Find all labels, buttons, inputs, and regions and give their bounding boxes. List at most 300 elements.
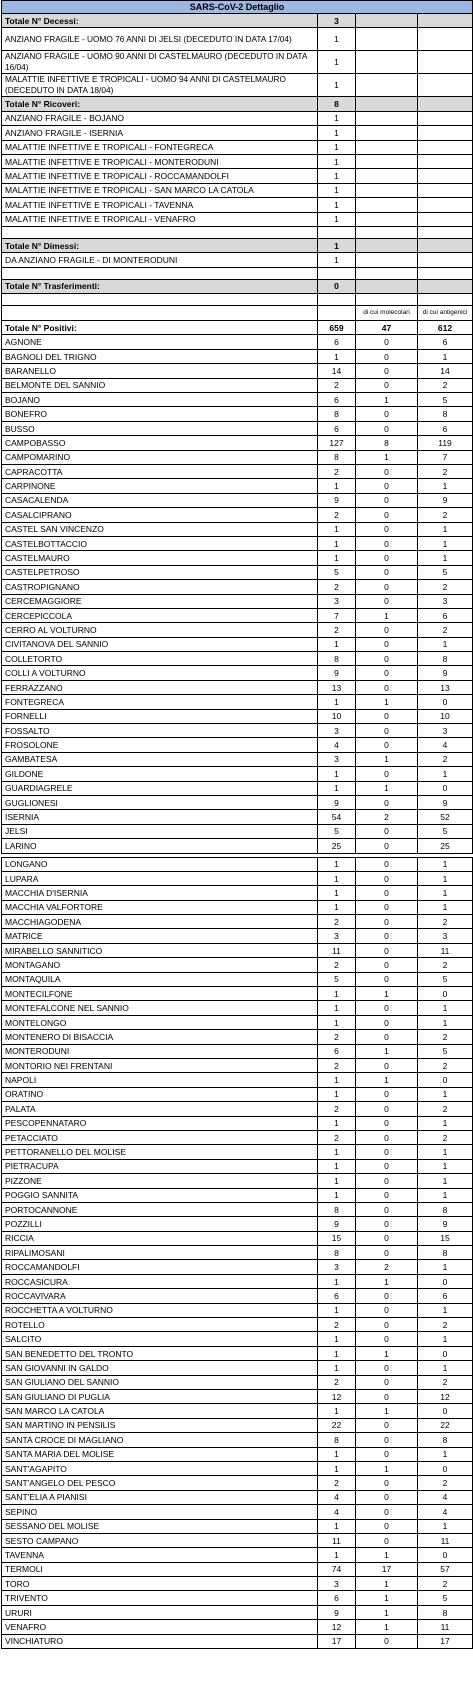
empty-cell [418, 28, 473, 51]
admission-row [2, 154, 473, 168]
positive-molecular: 0 [356, 464, 418, 478]
positive-antigen: 2 [418, 1102, 473, 1116]
positive-total: 1 [318, 1548, 356, 1562]
empty-cell [356, 14, 418, 28]
empty-cell [318, 294, 356, 306]
positive-total: 1 [318, 1087, 356, 1101]
positive-molecular: 0 [356, 479, 418, 493]
empty-cell [2, 226, 318, 238]
municipality-name: GAMBATESA [2, 752, 318, 766]
municipality-name: FORNELLI [2, 709, 318, 723]
positive-molecular: 8 [356, 436, 418, 450]
municipality-row [2, 781, 473, 795]
municipality-name: CASTROPIGNANO [2, 580, 318, 594]
empty-cell [418, 97, 473, 111]
positive-antigen: 1 [418, 1001, 473, 1015]
municipality-row [2, 508, 473, 522]
positive-antigen: 2 [418, 508, 473, 522]
municipality-name: FERRAZZANO [2, 680, 318, 694]
municipality-name: FOSSALTO [2, 724, 318, 738]
municipality-name: COLLETORTO [2, 652, 318, 666]
positive-antigen: 0 [418, 695, 473, 709]
admission-name: MALATTIE INFETTIVE E TROPICALI - VENAFRO [2, 212, 318, 226]
admission-name: MALATTIE INFETTIVE E TROPICALI - TAVENNA [2, 198, 318, 212]
positive-total: 4 [318, 1505, 356, 1519]
municipality-name: CASTELMAURO [2, 551, 318, 565]
empty-cell [418, 140, 473, 154]
death-count: 1 [318, 28, 356, 51]
positive-total: 1 [318, 551, 356, 565]
positive-molecular: 0 [356, 652, 418, 666]
municipality-name: CASALCIPRANO [2, 508, 318, 522]
positive-antigen: 1 [418, 1332, 473, 1346]
empty-cell [356, 212, 418, 226]
positive-antigen: 5 [418, 565, 473, 579]
municipality-row [2, 1461, 473, 1475]
municipality-name: MONTAQUILA [2, 972, 318, 986]
positive-total: 3 [318, 724, 356, 738]
municipality-name: SANT'AGAPITO [2, 1461, 318, 1475]
municipality-name: SALCITO [2, 1332, 318, 1346]
positive-total: 1 [318, 1188, 356, 1202]
empty-cell [418, 267, 473, 279]
positive-total: 4 [318, 738, 356, 752]
municipality-row [2, 378, 473, 392]
admission-row [2, 140, 473, 154]
positive-total: 54 [318, 810, 356, 824]
municipality-row [2, 479, 473, 493]
positive-total: 1 [318, 1001, 356, 1015]
positive-antigen: 2 [418, 1030, 473, 1044]
municipality-name: CARPINONE [2, 479, 318, 493]
positive-total: 3 [318, 1577, 356, 1591]
positive-total: 9 [318, 666, 356, 680]
positive-total: 10 [318, 709, 356, 723]
positive-molecular: 0 [356, 522, 418, 536]
positive-total: 5 [318, 565, 356, 579]
municipality-row [2, 1404, 473, 1418]
positive-antigen: 0 [418, 1274, 473, 1288]
positive-antigen: 2 [418, 958, 473, 972]
admission-row [2, 169, 473, 183]
admission-count: 1 [318, 111, 356, 125]
municipality-name: MACCHIA D'ISERNIA [2, 886, 318, 900]
positive-molecular: 1 [356, 1346, 418, 1360]
positive-molecular: 0 [356, 407, 418, 421]
death-name: MALATTIE INFETTIVE E TROPICALI - UOMO 94 ANNI DI CASTELMAURO (DECEDUTO IN DATA 18/04) [2, 74, 318, 97]
transfers-header-row [2, 279, 473, 293]
discharge-row [2, 253, 473, 267]
positive-total: 3 [318, 1260, 356, 1274]
positive-molecular: 0 [356, 565, 418, 579]
empty-cell [2, 306, 318, 321]
positive-molecular: 1 [356, 1044, 418, 1058]
municipality-row [2, 1375, 473, 1389]
municipality-row [2, 1318, 473, 1332]
empty-cell [418, 183, 473, 197]
positive-molecular: 0 [356, 1246, 418, 1260]
positive-antigen: 1 [418, 522, 473, 536]
positive-total: 127 [318, 436, 356, 450]
positive-molecular: 0 [356, 1030, 418, 1044]
municipality-row [2, 1389, 473, 1403]
positive-antigen: 1 [418, 479, 473, 493]
positive-total: 2 [318, 580, 356, 594]
municipality-row [2, 987, 473, 1001]
municipality-row [2, 1303, 473, 1317]
positive-molecular: 0 [356, 1116, 418, 1130]
municipality-row [2, 871, 473, 885]
municipality-name: SAN BENEDETTO DEL TRONTO [2, 1346, 318, 1360]
positive-total: 2 [318, 623, 356, 637]
municipality-name: SANTA CROCE DI MAGLIANO [2, 1433, 318, 1447]
positive-antigen: 2 [418, 915, 473, 929]
positive-antigen: 14 [418, 364, 473, 378]
municipality-name: PORTOCANNONE [2, 1202, 318, 1216]
positive-total: 11 [318, 1533, 356, 1547]
empty-cell [356, 28, 418, 51]
positive-antigen: 0 [418, 1073, 473, 1087]
positive-molecular: 0 [356, 364, 418, 378]
admissions-label: Totale N° Ricoveri: [2, 97, 318, 111]
positive-molecular: 0 [356, 1418, 418, 1432]
positive-total: 2 [318, 1130, 356, 1144]
positive-total: 6 [318, 393, 356, 407]
positive-molecular: 0 [356, 1332, 418, 1346]
positive-antigen: 2 [418, 1059, 473, 1073]
deaths-header-row [2, 14, 473, 28]
municipality-name: MONTORIO NEI FRENTANI [2, 1059, 318, 1073]
municipality-row [2, 1231, 473, 1245]
positive-antigen: 6 [418, 608, 473, 622]
death-count: 1 [318, 74, 356, 97]
municipality-row [2, 724, 473, 738]
positive-total: 1 [318, 1274, 356, 1288]
municipality-name: BAGNOLI DEL TRIGNO [2, 349, 318, 363]
municipality-row [2, 1591, 473, 1605]
antigen-column-header: di cui antigenici [418, 306, 473, 321]
positive-antigen: 2 [418, 623, 473, 637]
municipality-name: ROCCASICURA [2, 1274, 318, 1288]
title-row [2, 1, 473, 14]
positive-total: 14 [318, 364, 356, 378]
positive-antigen: 2 [418, 1375, 473, 1389]
positive-total: 1 [318, 1361, 356, 1375]
positive-molecular: 0 [356, 857, 418, 871]
positive-total: 1 [318, 886, 356, 900]
positive-antigen: 1 [418, 1188, 473, 1202]
positive-antigen: 13 [418, 680, 473, 694]
positive-molecular: 0 [356, 1145, 418, 1159]
positive-antigen: 1 [418, 1174, 473, 1188]
positive-molecular: 0 [356, 958, 418, 972]
positive-molecular: 0 [356, 421, 418, 435]
municipality-row [2, 1332, 473, 1346]
municipality-name: MONTEFALCONE NEL SANNIO [2, 1001, 318, 1015]
positive-molecular: 0 [356, 378, 418, 392]
transfers-total: 0 [318, 279, 356, 293]
positive-antigen: 1 [418, 1015, 473, 1029]
positive-antigen: 1 [418, 886, 473, 900]
positive-molecular: 0 [356, 1102, 418, 1116]
municipality-row [2, 1289, 473, 1303]
positive-molecular: 1 [356, 987, 418, 1001]
municipality-row [2, 857, 473, 871]
positive-total: 5 [318, 824, 356, 838]
discharges-total: 1 [318, 238, 356, 252]
empty-cell [356, 198, 418, 212]
positive-total: 3 [318, 752, 356, 766]
empty-cell [418, 14, 473, 28]
municipality-row [2, 1059, 473, 1073]
municipality-row [2, 1447, 473, 1461]
positive-molecular: 0 [356, 1318, 418, 1332]
empty-cell [356, 111, 418, 125]
municipality-row [2, 1246, 473, 1260]
municipality-name: BONEFRO [2, 407, 318, 421]
positive-antigen: 1 [418, 551, 473, 565]
municipality-row [2, 1087, 473, 1101]
empty-cell [356, 126, 418, 140]
positive-molecular: 0 [356, 972, 418, 986]
admission-name: ANZIANO FRAGILE - BOJANO [2, 111, 318, 125]
positive-total: 6 [318, 1044, 356, 1058]
municipality-name: MACCHIAGODENA [2, 915, 318, 929]
municipality-name: ROCCAMANDOLFI [2, 1260, 318, 1274]
municipality-name: SAN MARTINO IN PENSILIS [2, 1418, 318, 1432]
empty-cell [356, 294, 418, 306]
positive-antigen: 119 [418, 436, 473, 450]
municipality-row [2, 1202, 473, 1216]
spacer-row [2, 267, 473, 279]
positive-molecular: 0 [356, 900, 418, 914]
positive-total: 1 [318, 987, 356, 1001]
positive-antigen: 10 [418, 709, 473, 723]
positive-total: 74 [318, 1562, 356, 1576]
positive-antigen: 1 [418, 1447, 473, 1461]
positive-molecular: 0 [356, 1533, 418, 1547]
positive-antigen: 1 [418, 857, 473, 871]
municipality-row [2, 810, 473, 824]
discharge-count: 1 [318, 253, 356, 267]
positive-molecular: 0 [356, 637, 418, 651]
positive-total: 2 [318, 1476, 356, 1490]
positive-antigen: 6 [418, 421, 473, 435]
positive-antigen: 25 [418, 839, 473, 853]
positive-total: 2 [318, 958, 356, 972]
municipality-name: RICCIA [2, 1231, 318, 1245]
positive-molecular: 0 [356, 929, 418, 943]
municipality-name: PIZZONE [2, 1174, 318, 1188]
municipality-row [2, 695, 473, 709]
municipality-row [2, 1015, 473, 1029]
empty-cell [318, 306, 356, 321]
positive-molecular: 0 [356, 536, 418, 550]
municipality-name: COLLI A VOLTURNO [2, 666, 318, 680]
municipality-row [2, 1548, 473, 1562]
municipality-row [2, 551, 473, 565]
positive-total: 1 [318, 1519, 356, 1533]
municipality-name: PIETRACUPA [2, 1159, 318, 1173]
death-name: ANZIANO FRAGILE - UOMO 76 ANNI DI JELSI (DECEDUTO IN DATA 17/04) [2, 28, 318, 51]
positive-molecular: 0 [356, 871, 418, 885]
positive-antigen: 9 [418, 493, 473, 507]
municipality-name: CASTEL SAN VINCENZO [2, 522, 318, 536]
positive-total: 5 [318, 972, 356, 986]
positive-antigen: 2 [418, 752, 473, 766]
municipality-name: SAN GIOVANNI IN GALDO [2, 1361, 318, 1375]
positive-total: 1 [318, 1159, 356, 1173]
municipality-name: SAN MARCO LA CATOLA [2, 1404, 318, 1418]
positive-total: 1 [318, 1346, 356, 1360]
positive-antigen: 1 [418, 637, 473, 651]
positive-molecular: 0 [356, 943, 418, 957]
municipality-row [2, 1562, 473, 1576]
positive-antigen: 1 [418, 1159, 473, 1173]
positive-antigen: 9 [418, 795, 473, 809]
positive-antigen: 4 [418, 738, 473, 752]
municipality-row [2, 709, 473, 723]
page-title: SARS-CoV-2 Dettaglio [2, 1, 473, 14]
positive-total: 8 [318, 450, 356, 464]
positive-molecular: 1 [356, 1404, 418, 1418]
positive-antigen: 1 [418, 1260, 473, 1274]
positive-molecular: 0 [356, 915, 418, 929]
positive-total: 1 [318, 1145, 356, 1159]
municipality-name: FROSOLONE [2, 738, 318, 752]
positive-molecular: 2 [356, 1260, 418, 1274]
positive-antigen: 1 [418, 1519, 473, 1533]
municipality-name: MONTAGANO [2, 958, 318, 972]
admission-count: 1 [318, 212, 356, 226]
admission-name: MALATTIE INFETTIVE E TROPICALI - FONTEGRECA [2, 140, 318, 154]
municipality-row [2, 1605, 473, 1619]
municipality-row [2, 958, 473, 972]
empty-cell [418, 226, 473, 238]
positive-molecular: 0 [356, 1375, 418, 1389]
empty-cell [318, 267, 356, 279]
positive-total: 22 [318, 1418, 356, 1432]
admission-name: MALATTIE INFETTIVE E TROPICALI - ROCCAMANDOLFI [2, 169, 318, 183]
positive-antigen: 22 [418, 1418, 473, 1432]
municipality-name: CERCEMAGGIORE [2, 594, 318, 608]
positive-total: 12 [318, 1620, 356, 1634]
municipality-row [2, 1001, 473, 1015]
municipality-row [2, 1260, 473, 1274]
positive-molecular: 0 [356, 1015, 418, 1029]
municipality-row [2, 536, 473, 550]
positive-total: 2 [318, 508, 356, 522]
death-count: 1 [318, 51, 356, 74]
municipality-row [2, 1116, 473, 1130]
positive-molecular: 1 [356, 1591, 418, 1605]
positive-total: 8 [318, 1433, 356, 1447]
empty-cell [356, 267, 418, 279]
positive-total: 13 [318, 680, 356, 694]
positive-molecular: 0 [356, 1231, 418, 1245]
positive-total: 1 [318, 522, 356, 536]
admission-row [2, 183, 473, 197]
municipality-name: CAMPOMARINO [2, 450, 318, 464]
admission-count: 1 [318, 140, 356, 154]
municipality-name: JELSI [2, 824, 318, 838]
municipality-name: BOJANO [2, 393, 318, 407]
positive-antigen: 2 [418, 464, 473, 478]
positive-molecular: 1 [356, 1461, 418, 1475]
municipality-name: ROCCAVIVARA [2, 1289, 318, 1303]
municipality-row [2, 1577, 473, 1591]
municipality-name: TERMOLI [2, 1562, 318, 1576]
municipality-row [2, 1361, 473, 1375]
empty-cell [2, 294, 318, 306]
municipality-row [2, 1217, 473, 1231]
positive-total: 9 [318, 1605, 356, 1619]
positive-molecular: 1 [356, 393, 418, 407]
admission-count: 1 [318, 126, 356, 140]
positive-molecular: 1 [356, 1577, 418, 1591]
empty-cell [418, 126, 473, 140]
positive-total: 8 [318, 652, 356, 666]
empty-cell [418, 238, 473, 252]
municipality-name: CASTELBOTTACCIO [2, 536, 318, 550]
positive-molecular: 0 [356, 1188, 418, 1202]
deaths-label: Totale N° Decessi: [2, 14, 318, 28]
covid-detail-sheet [1, 0, 472, 1649]
positive-total: 2 [318, 1030, 356, 1044]
empty-cell [418, 253, 473, 267]
empty-cell [418, 154, 473, 168]
municipality-name: MONTECILFONE [2, 987, 318, 1001]
positive-antigen: 9 [418, 1217, 473, 1231]
positive-antigen: 5 [418, 1591, 473, 1605]
positive-antigen: 57 [418, 1562, 473, 1576]
positive-molecular: 0 [356, 594, 418, 608]
positive-antigen: 17 [418, 1634, 473, 1648]
positive-antigen: 8 [418, 407, 473, 421]
municipality-row [2, 652, 473, 666]
municipality-name: MACCHIA VALFORTORE [2, 900, 318, 914]
admission-count: 1 [318, 198, 356, 212]
municipality-name: LARINO [2, 839, 318, 853]
municipality-row [2, 795, 473, 809]
positive-antigen: 5 [418, 972, 473, 986]
municipality-row [2, 407, 473, 421]
molecular-column-header: di cui molecolari [356, 306, 418, 321]
municipality-row [2, 752, 473, 766]
municipality-row [2, 493, 473, 507]
empty-cell [356, 154, 418, 168]
positive-antigen: 0 [418, 1461, 473, 1475]
positive-antigen: 5 [418, 824, 473, 838]
positive-total: 3 [318, 594, 356, 608]
positive-antigen: 0 [418, 1548, 473, 1562]
positive-total: 9 [318, 795, 356, 809]
municipality-row [2, 824, 473, 838]
positive-total: 2 [318, 1375, 356, 1389]
municipality-row [2, 565, 473, 579]
municipality-name: GUGLIONESI [2, 795, 318, 809]
municipality-name: POZZILLI [2, 1217, 318, 1231]
municipality-name: URURI [2, 1605, 318, 1619]
positive-molecular: 0 [356, 1433, 418, 1447]
municipality-row [2, 1174, 473, 1188]
positive-total: 25 [318, 839, 356, 853]
municipality-name: POGGIO SANNITA [2, 1188, 318, 1202]
positives-total: 659 [318, 321, 356, 335]
transfers-label: Totale N° Trasferimenti: [2, 279, 318, 293]
positive-molecular: 0 [356, 839, 418, 853]
municipality-name: ROTELLO [2, 1318, 318, 1332]
